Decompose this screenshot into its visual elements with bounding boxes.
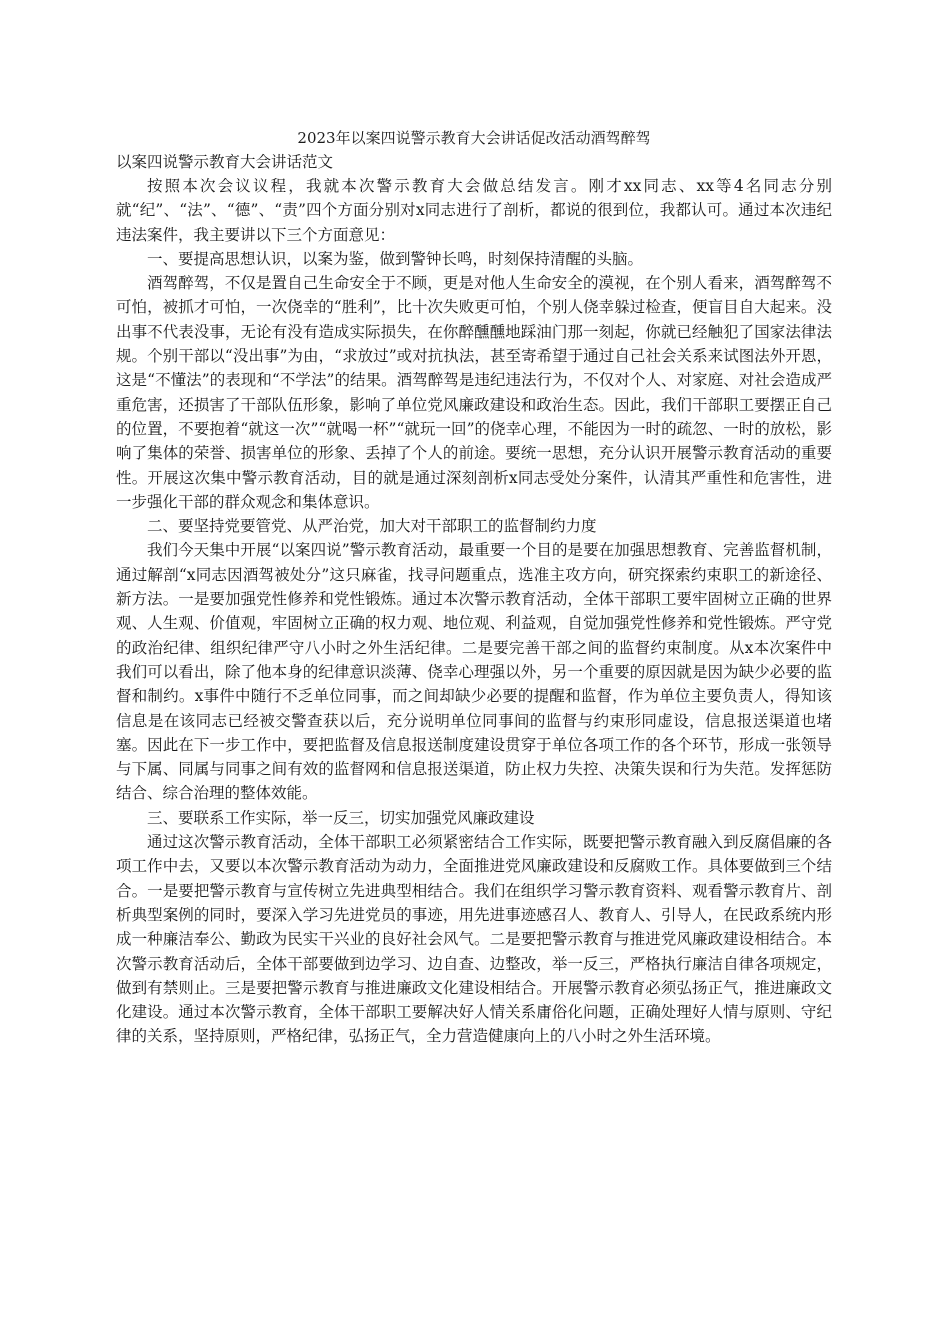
section-3-body: 通过这次警示教育活动，全体干部职工必须紧密结合工作实际，既要把警示教育融入到反腐倡廉的各项工作中去，又要以本次警示教育活动为动力，全面推进党风廉政建设和反腐败工作。具体要做到三个结合。一是要把警示教育与宣传树立先进典型相结合。我们在组织学习警示教育资料、观看警示教育片、剖析典型案例的同时，要深入学习先进党员的事迹，用先进事迹感召人、教育人、引导人，在民政系统内形成一种廉洁奉公、勤政为民实干兴业的良好社会风气。二是要把警示教育与推进党风廉政建设相结合。本次警示教育活动后，全体干部要做到边学习、边自查、边整改，举一反三，严格执行廉洁自律各项规定，做到有禁则止。三是要把警示教育与推进廉政文化建设相结合。开展警示教育必须弘扬正气，推进廉政文化建设。通过本次警示教育，全体干部职工要解决好人情关系庸俗化问题，正确处理好人情与原则、守纪律的关系，坚持原则，严格纪律，弘扬正气，全力营造健康向上的八小时之外生活环境。	[116, 833, 832, 1046]
section-2-body: 我们今天集中开展“以案四说”警示教育活动，最重要一个目的是要在加强思想教育、完善监督机制，通过解剖“x同志因酒驾被处分”这只麻雀，找寻问题重点，选准主攻方向，研究探索约束职工的新途径、新方法。一是要加强党性修养和党性锻炼。通过本次警示教育活动，全体干部职工要牢固树立正确的世界观、人生观、价值观，牢固树立正确的权力观、地位观、利益观，自觉加强党性修养和党性锻炼。严守党的政治纪律、组织纪律严守八小时之外生活纪律。二是要完善干部之间的监督约束制度。从x本次案件中我们可以看出，除了他本身的纪律意识淡薄、侥幸心理强以外，另一个重要的原因就是因为缺少必要的监督和制约。x事件中随行不乏单位同事，而之间却缺少必要的提醒和监督，作为单位主要负责人，得知该信息是在该同志已经被交警查获以后，充分说明单位同事间的监督与约束形同虚设，信息报送渠道也堵塞。因此在下一步工作中，要把监督及信息报送制度建设贯穿于单位各项工作的各个环节，形成一张领导与下属、同属与同事之间有效的监督网和信息报送渠道，防止权力失控、决策失误和行为失范。发挥惩防结合、综合治理的整体效能。	[116, 541, 832, 803]
section-2-heading: 二、要坚持党要管党、从严治党，加大对干部职工的监督制约力度	[147, 517, 597, 536]
document-subtitle: 以案四说警示教育大会讲话范文	[116, 153, 334, 171]
section-3-heading: 三、要联系工作实际，举一反三，切实加强党风廉政建设	[147, 808, 535, 827]
intro-paragraph: 按照本次会议议程，我就本次警示教育大会做总结发言。刚才xx同志、xx等4名同志分别就“纪”、“法”、“德”、“责”四个方面分别对x同志进行了剖析，都说的很到位，我都认可。通过本次违纪违法案件，我主要讲以下三个方面意见：	[116, 177, 832, 244]
section-1-heading: 一、要提高思想认识，以案为鉴，做到警钟长鸣，时刻保持清醒的头脑。	[147, 249, 644, 268]
document-page	[116, 126, 832, 1049]
section-1-body: 酒驾醉驾，不仅是置自己生命安全于不顾，更是对他人生命安全的漠视，在个别人看来，酒驾醉驾不可怕，被抓才可怕，一次侥幸的“胜利”，比十次失败更可怕，个别人侥幸躲过检查，便盲目自大起来。没出事不代表没事，无论有没有造成实际损失，在你醉醺醺地踩油门那一刻起，你就已经触犯了国家法律法规。个别干部以“没出事”为由，“求放过”或对抗执法，甚至寄希望于通过自己社会关系来试图法外开恩，这是“不懂法”的表现和“不学法”的结果。酒驾醉驾是违纪违法行为，不仅对个人、对家庭、对社会造成严重危害，还损害了干部队伍形象，影响了单位党风廉政建设和政治生态。因此，我们干部职工要摆正自己的位置，不要抱着“就这一次”“就喝一杯”“就玩一回”的侥幸心理，不能因为一时的疏忽、一时的放松，影响了集体的荣誉、损害单位的形象、丢掉了个人的前途。要统一思想，充分认识开展警示教育活动的重要性。开展这次集中警示教育活动，目的就是通过深刻剖析x同志受处分案件，认清其严重性和危害性，进一步强化干部的群众观念和集体意识。	[116, 274, 832, 511]
document-title: 2023年以案四说警示教育大会讲话促改活动酒驾醉驾	[297, 129, 651, 147]
